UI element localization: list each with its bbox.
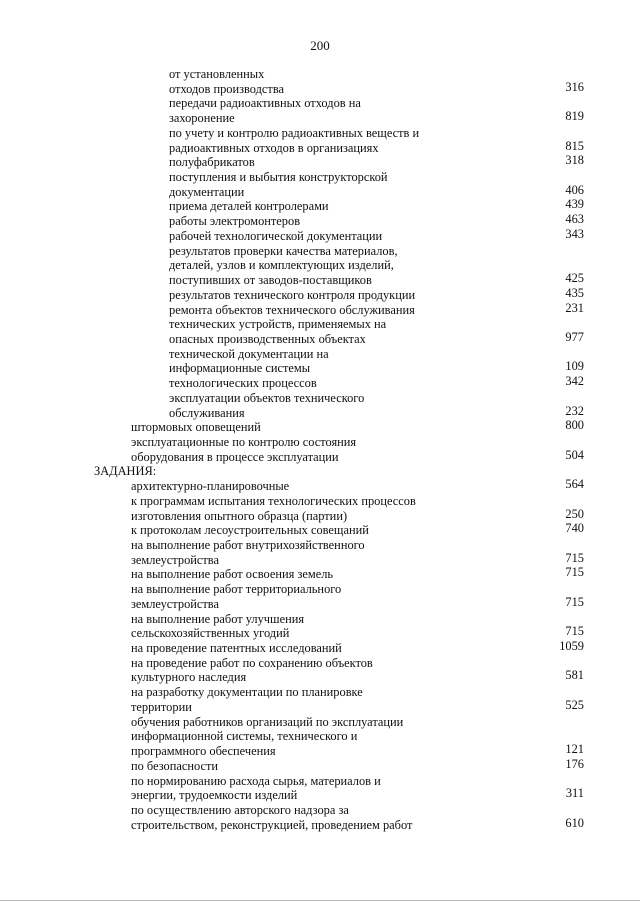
page-reference: 311 [565, 786, 584, 801]
page-reference: 231 [565, 300, 584, 315]
index-entry-text: программного обеспечения [131, 744, 276, 759]
page-reference: 715 [565, 550, 584, 565]
page-reference: 564 [565, 477, 584, 492]
index-entry [0, 214, 640, 229]
index-entry [0, 685, 640, 714]
index-entry [0, 170, 640, 199]
index-entry [0, 612, 640, 641]
index-entry [0, 715, 640, 759]
index-entry-text: территории [131, 699, 192, 714]
index-entry-text: информационной системы, технического и [131, 729, 358, 744]
index-entry-text: землеустройства [131, 552, 219, 567]
index-entry [0, 347, 640, 376]
index-entry-text: на выполнение работ улучшения [131, 611, 305, 626]
index-entry-text: поступивших от заводов-поставщиков [169, 273, 372, 288]
index-entry-text: к программам испытания технологических процессов [131, 493, 416, 508]
index-entry [0, 523, 640, 538]
page-reference: 800 [565, 418, 584, 433]
index-entry [0, 285, 640, 303]
page-reference: 504 [565, 447, 584, 462]
index-entry-text: на проведение работ по сохранению объектов [131, 655, 373, 670]
index-entry-text: поступления и выбытия конструкторской [169, 170, 388, 185]
index-entry [0, 96, 640, 125]
index-entry-text: к протоколам лесоустроительных совещаний [131, 523, 369, 538]
index-entry [0, 244, 640, 288]
index-entry-text: технической документации на [169, 346, 329, 361]
page-reference: 819 [565, 109, 584, 124]
scan-bottom-edge [0, 900, 640, 901]
section-heading [0, 464, 640, 479]
index-entry-text: от установленных [169, 67, 265, 81]
index-entry-text: работы электромонтеров [169, 214, 301, 229]
index-entry [0, 479, 640, 494]
index-entry-text: передачи радиоактивных отходов на [169, 96, 361, 111]
index-entry-text: полуфабрикатов [169, 155, 255, 170]
index-entry [0, 803, 640, 832]
index-entry-text: культурного наследия [131, 670, 247, 685]
index-entry-text: на выполнение работ внутрихозяйственного [131, 538, 365, 552]
index-entry [0, 126, 640, 155]
page-reference: 740 [565, 521, 584, 536]
index-entry [0, 155, 640, 170]
index-entry [0, 567, 640, 582]
index-entry-text: изготовления опытного образца (партии) [131, 508, 348, 523]
index-entry-text: результатов проверки качества материалов, [169, 243, 398, 258]
index-entry-text: приема деталей контролерами [169, 199, 329, 214]
index-entry-text: обслуживания [169, 405, 245, 420]
page-reference: 406 [565, 182, 584, 197]
page-reference: 1059 [559, 639, 584, 654]
page-reference: 316 [565, 79, 584, 94]
index-entry-text: ЗАДАНИЯ: [94, 464, 157, 479]
page-reference: 121 [565, 742, 584, 757]
index-entry-text: штормовых оповещений [131, 420, 261, 435]
index-entry-text: строительством, реконструкцией, проведением работ [131, 817, 413, 832]
index-entry [0, 538, 640, 567]
index-entry [0, 226, 640, 244]
index-entry-text: на проведение патентных исследований [131, 641, 342, 656]
index-entry [0, 774, 640, 803]
page-reference: 250 [565, 506, 584, 521]
page-reference: 439 [565, 197, 584, 212]
index-entry [0, 376, 640, 391]
index-entry-text: технических устройств, применяемых на [169, 317, 387, 332]
index-entry [0, 300, 640, 318]
index-entry-text: деталей, узлов и комплектующих изделий, [169, 258, 394, 273]
index-entry [0, 317, 640, 346]
index-entry-text: энергии, трудоемкости изделий [131, 788, 298, 803]
index-entry-text: информационные системы [169, 361, 311, 376]
page-reference: 715 [565, 624, 584, 639]
page-reference: 463 [565, 212, 584, 227]
page-reference: 342 [565, 374, 584, 389]
index-entry-text: сельскохозяйственных угодий [131, 626, 290, 641]
page-reference: 715 [565, 594, 584, 609]
index-entry-text: по осуществлению авторского надзора за [131, 802, 349, 817]
index-entry-text: на выполнение работ территориального [131, 582, 342, 597]
index-entry-text: отходов производства [169, 81, 285, 96]
index-entry [0, 199, 640, 214]
index-entry [0, 656, 640, 685]
page-reference: 318 [565, 153, 584, 168]
index-entry [0, 67, 640, 96]
index-entry-text: на разработку документации по планировке [131, 685, 363, 700]
page-reference: 232 [565, 403, 584, 418]
index-entry-text: опасных производственных объектах [169, 331, 366, 346]
page-reference: 977 [565, 329, 584, 344]
index-entry-text: эксплуатации объектов технического [169, 390, 365, 405]
index-entry-text: по учету и контролю радиоактивных веществ и [169, 125, 420, 140]
index-entry-text: результатов технического контроля продукции [169, 287, 416, 302]
index-entry-text: радиоактивных отходов в организациях [169, 140, 379, 155]
index-entry [0, 756, 640, 774]
index-entry-text: оборудования в процессе эксплуатации [131, 449, 339, 464]
index-entry [0, 494, 640, 523]
index-entry-text: на выполнение работ освоения земель [131, 567, 334, 582]
page-reference: 525 [565, 697, 584, 712]
index-entry [0, 391, 640, 420]
index-entry-text: захоронение [169, 111, 235, 126]
index-entry-text: эксплуатационные по контролю состояния [131, 434, 357, 449]
page-reference: 343 [565, 226, 584, 241]
page-reference: 715 [565, 565, 584, 580]
page-reference: 581 [565, 668, 584, 683]
index-entry-text: ремонта объектов технического обслуживания [169, 302, 415, 317]
index-entry [0, 420, 640, 435]
page-reference: 435 [565, 285, 584, 300]
page-reference: 176 [565, 756, 584, 771]
index-entry-text: документации [169, 184, 245, 199]
index-entry-text: рабочей технологической документации [169, 228, 383, 243]
page-reference: 815 [565, 138, 584, 153]
index-entry [0, 641, 640, 656]
index-entry-text: обучения работников организаций по эксплуатации [131, 714, 404, 729]
page-reference: 109 [565, 359, 584, 374]
index-entry-text: технологических процессов [169, 376, 317, 391]
index-entry-text: по безопасности [131, 758, 219, 773]
page-number: 200 [310, 38, 330, 53]
index-entry-text: по нормированию расхода сырья, материалов и [131, 773, 381, 788]
index-entry-text: архитектурно-планировочные [131, 479, 290, 494]
index-entry [0, 435, 640, 464]
index-entry [0, 582, 640, 611]
index-entry-text: землеустройства [131, 596, 219, 611]
index-entries [0, 67, 640, 832]
page-reference: 610 [565, 815, 584, 830]
page-reference: 425 [565, 271, 584, 286]
